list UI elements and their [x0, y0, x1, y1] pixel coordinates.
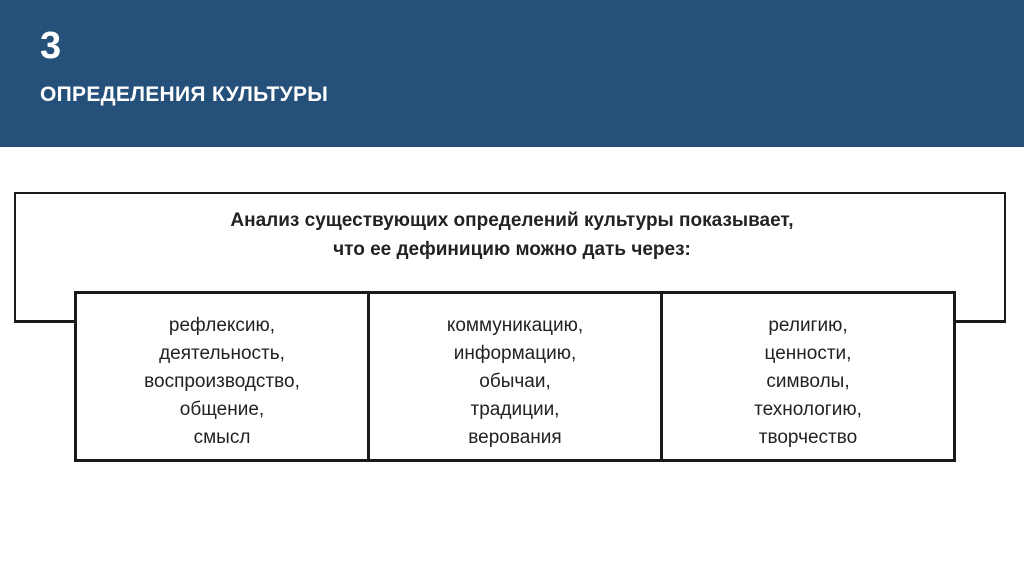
- column-item: религию,: [768, 315, 848, 336]
- column-item: ценности,: [764, 343, 852, 364]
- frame-connector-left: [14, 320, 76, 323]
- definitions-column-1: [77, 294, 367, 459]
- column-item: творчество: [758, 427, 858, 448]
- column-item: обычаи,: [479, 371, 551, 392]
- column-item: рефлексию,: [168, 315, 276, 336]
- column-item: деятельность,: [159, 343, 285, 364]
- frame-connector-right: [954, 320, 1006, 323]
- definitions-table: [74, 291, 956, 462]
- column-item: информацию,: [453, 343, 577, 364]
- diagram-heading-line-2: что ее дефиницию можно дать через:: [333, 239, 691, 260]
- column-item: смысл: [193, 427, 251, 448]
- column-item: общение,: [179, 399, 265, 420]
- slide-title: ОПРЕДЕЛЕНИЯ КУЛЬТУРЫ: [40, 83, 329, 106]
- column-item: коммуникацию,: [446, 315, 584, 336]
- diagram-heading: [60, 206, 964, 264]
- definitions-column-2: [367, 294, 660, 459]
- slide-number: 3: [40, 25, 62, 67]
- column-item: традиции,: [470, 399, 560, 420]
- diagram-heading-line-1: Анализ существующих определений культуры показывает,: [230, 210, 794, 231]
- column-item: технологию,: [754, 399, 862, 420]
- column-item: символы,: [766, 371, 850, 392]
- definitions-column-3: [660, 294, 953, 459]
- column-item: верования: [468, 427, 562, 448]
- column-item: воспроизводство,: [144, 371, 300, 392]
